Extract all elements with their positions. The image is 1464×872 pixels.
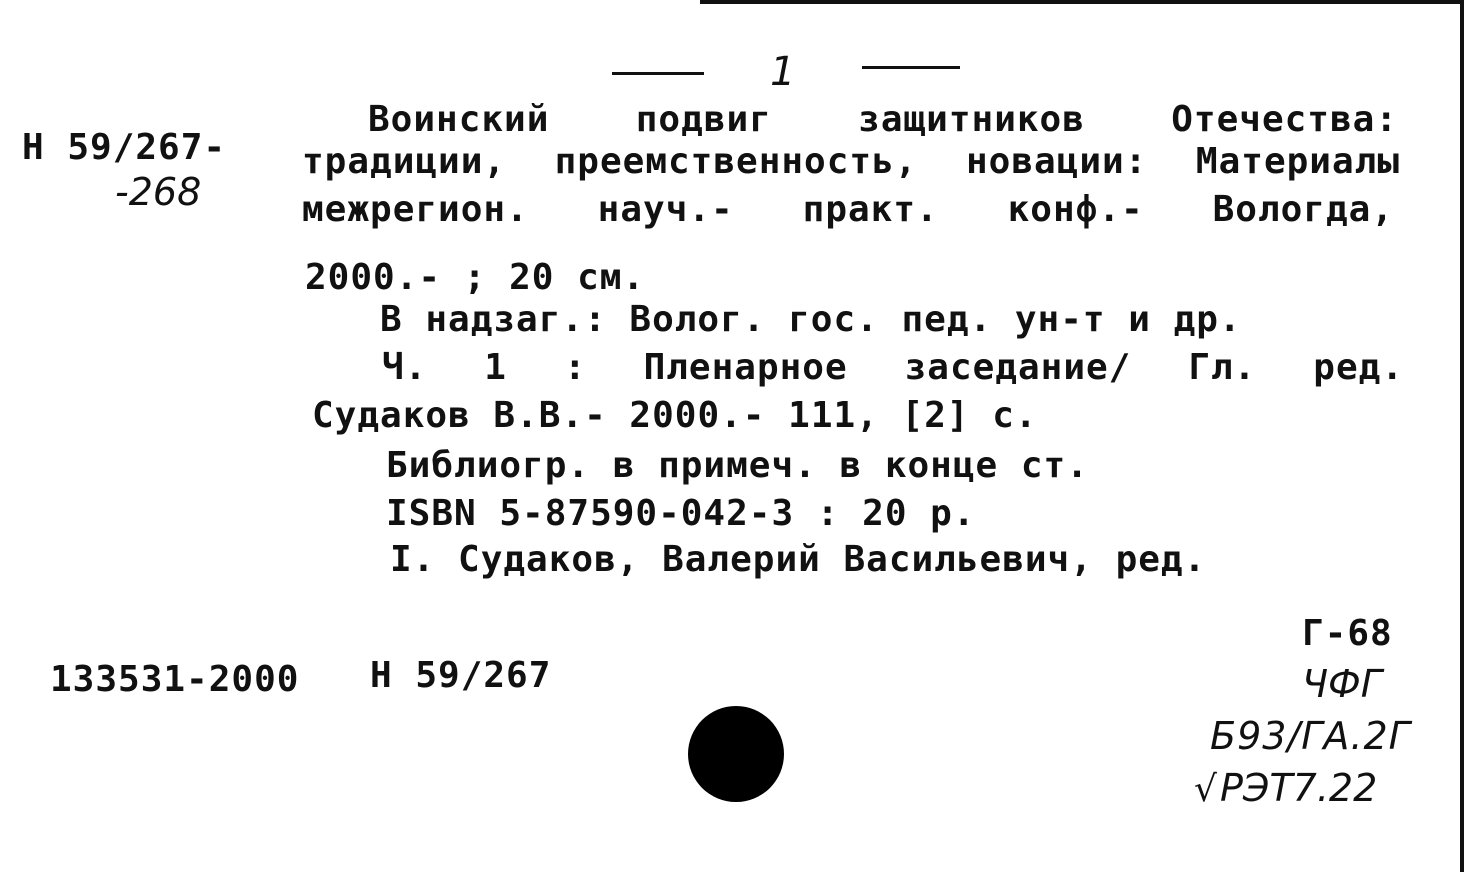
- handwritten-code-2: Б93/ГА.2Г: [1210, 714, 1411, 758]
- page-number: 1: [770, 49, 796, 95]
- handwritten-check-mark: √: [1194, 769, 1217, 810]
- call-number: Н 59/267-: [22, 127, 227, 168]
- inventory-number: 133531-2000: [50, 659, 300, 700]
- shelf-mark: Н 59/267: [370, 655, 552, 696]
- page-dash-right: [862, 66, 960, 69]
- bibliography-note: Библиогр. в примеч. в конце ст.: [386, 445, 1089, 486]
- card-border-top: [700, 0, 1464, 4]
- title-line-2: традиции, преемственность, новации: Материалы: [302, 141, 1400, 182]
- title-line-1: Воинский подвиг защитников Отечества:: [368, 99, 1398, 140]
- title-line-3: межрегион. науч.- практ. конф.- Вологда,: [302, 189, 1394, 230]
- part-line: Ч. 1 : Пленарное заседание/ Гл. ред.: [382, 347, 1404, 388]
- responsibility-line: В надзаг.: Волог. гос. пед. ун-т и др.: [380, 299, 1242, 340]
- editor-line: Судаков В.В.- 2000.- 111, [2] с.: [312, 395, 1038, 436]
- handwritten-code-1: ЧФГ: [1302, 662, 1382, 706]
- added-entry-line: I. Судаков, Валерий Васильевич, ред.: [390, 539, 1207, 580]
- card-punch-hole: [688, 706, 784, 802]
- page-dash-left: [612, 72, 704, 75]
- handwritten-code-3: РЭТ7.22: [1220, 766, 1378, 810]
- title-line-4: 2000.- ; 20 см.: [305, 257, 646, 298]
- card-border-right: [1460, 0, 1464, 872]
- call-number-handwritten: -268: [115, 170, 202, 214]
- isbn-line: ISBN 5-87590-042-3 : 20 р.: [386, 493, 976, 534]
- classification-code: Г-68: [1302, 613, 1393, 654]
